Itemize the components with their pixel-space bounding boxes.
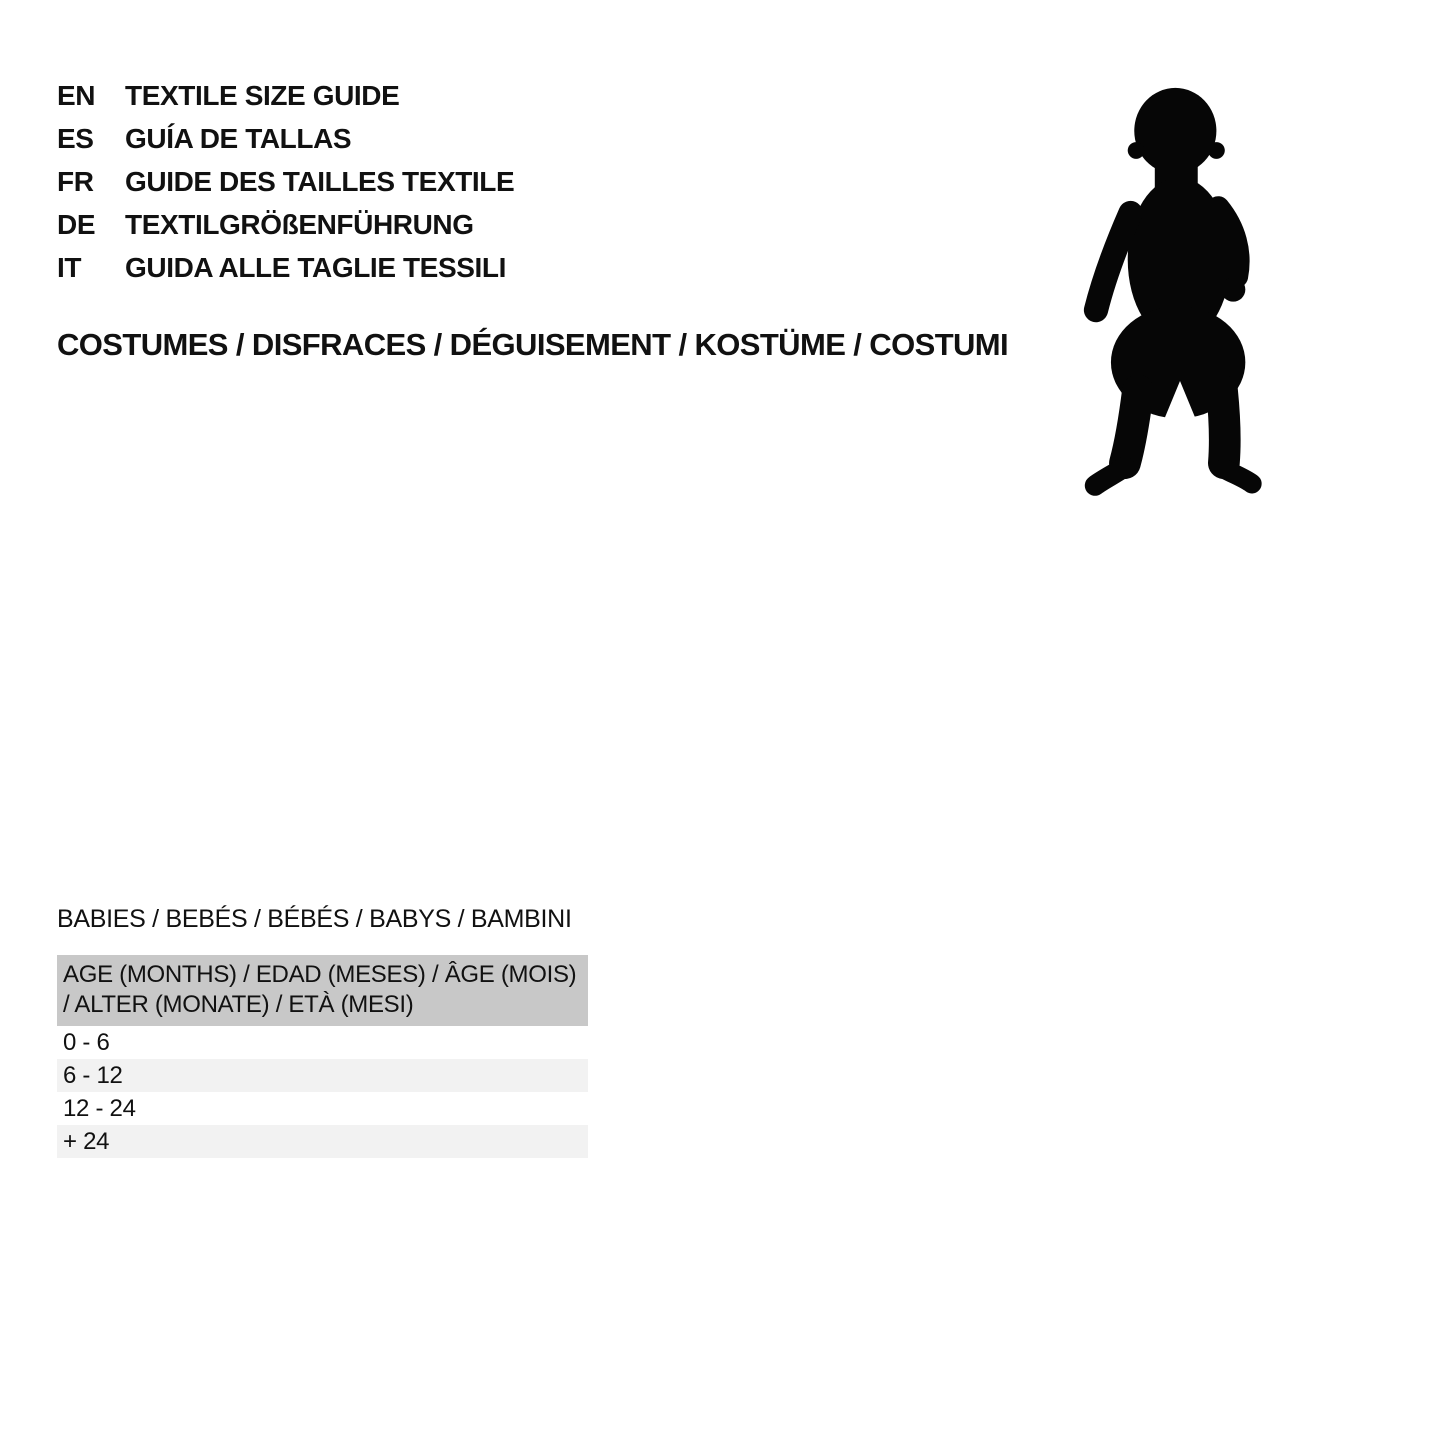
language-title: TEXTILE SIZE GUIDE <box>125 79 400 111</box>
language-title: GUIDA ALLE TAGLIE TESSILI <box>125 251 506 283</box>
age-table-row: 0 - 6 <box>57 1026 588 1059</box>
language-code: DE <box>57 208 96 240</box>
language-code: EN <box>57 79 96 111</box>
audience-heading: BABIES / BEBÉS / BÉBÉS / BABYS / BAMBINI <box>57 905 572 933</box>
age-table-row: 6 - 12 <box>57 1059 588 1092</box>
language-title: TEXTILGRÖßENFÜHRUNG <box>125 208 474 240</box>
language-title-list <box>57 74 514 289</box>
age-table-row: + 24 <box>57 1125 588 1158</box>
toddler-shape <box>1095 88 1252 486</box>
language-title: GUIDE DES TAILLES TEXTILE <box>125 165 515 197</box>
language-code: IT <box>57 251 82 283</box>
language-code: ES <box>57 122 94 154</box>
language-row-de <box>57 203 514 246</box>
language-row-es <box>57 117 514 160</box>
age-table-header: AGE (MONTHS) / EDAD (MESES) / ÂGE (MOIS) / ALTER (MONATE) / ETÀ (MESI) <box>57 955 588 1026</box>
category-title: COSTUMES / DISFRACES / DÉGUISEMENT / KOSTÜME / COSTUMI <box>57 327 1009 362</box>
baby-silhouette-icon <box>1082 72 1278 522</box>
language-row-en <box>57 74 514 117</box>
age-table <box>57 955 588 1158</box>
language-title: GUÍA DE TALLAS <box>125 122 352 154</box>
language-code: FR <box>57 165 94 197</box>
babies-size-section <box>57 904 588 1158</box>
age-table-row: 12 - 24 <box>57 1092 588 1125</box>
language-row-it <box>57 246 514 289</box>
language-row-fr <box>57 160 514 203</box>
